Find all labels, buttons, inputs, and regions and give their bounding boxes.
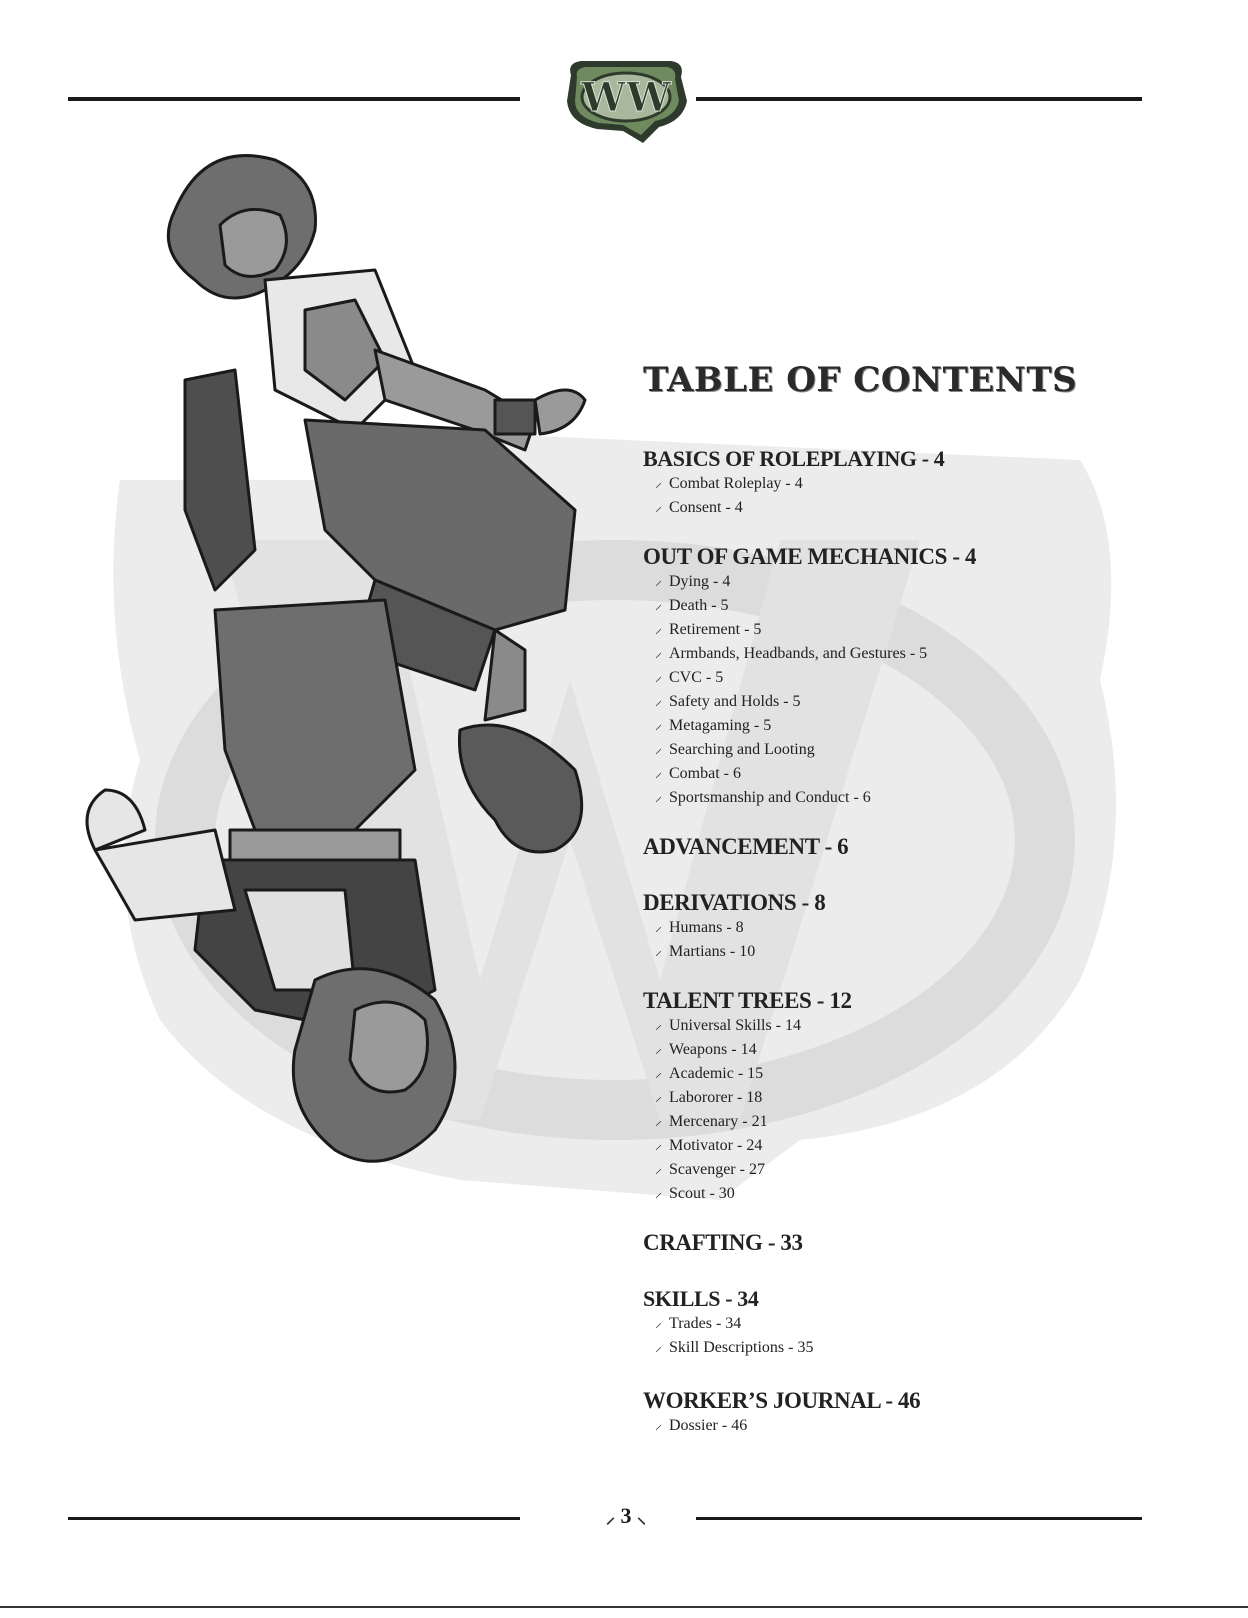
toc-item: ⸝ Combat Roleplay - 4 <box>643 472 1203 496</box>
toc-section-title: OUT OF GAME MECHANICS - 4 <box>643 544 977 569</box>
toc-item: ⸝ Humans - 8 <box>643 916 1203 940</box>
toc-section-title: SKILLS - 34 <box>643 1286 759 1311</box>
toc-section <box>643 988 1203 1206</box>
toc-item: ⸝ Searching and Looting <box>643 738 1203 762</box>
logo-letters: WW <box>581 74 671 121</box>
toc-item: ⸝ Universal Skills - 14 <box>643 1014 1203 1038</box>
bullet-ornament-icon: ⸝ <box>655 1114 662 1129</box>
bullet-ornament-icon: ⸝ <box>655 1340 662 1355</box>
toc-section <box>643 1230 1203 1256</box>
toc-item: ⸝ Dossier - 46 <box>643 1414 1203 1438</box>
toc-title: TABLE OF CONTENTS <box>643 360 1078 400</box>
toc-section <box>643 1286 1203 1360</box>
bullet-ornament-icon: ⸝ <box>655 598 662 613</box>
toc-section <box>643 544 1203 810</box>
bullet-ornament-icon: ⸝ <box>655 1042 662 1057</box>
bullet-ornament-icon: ⸝ <box>655 500 662 515</box>
footer-rule-right <box>696 1517 1142 1520</box>
toc-section <box>643 890 1203 964</box>
bullet-ornament-icon: ⸝ <box>655 1186 662 1201</box>
bullet-ornament-icon: ⸝ <box>655 944 662 959</box>
right-ornament-icon: ⸜ <box>637 1507 646 1527</box>
header-rule-left <box>68 97 520 101</box>
toc-item: ⸝ Scavenger - 27 <box>643 1158 1203 1182</box>
toc-section-title: WORKER’S JOURNAL - 46 <box>643 1388 921 1413</box>
toc-section-title: CRAFTING - 33 <box>643 1230 803 1255</box>
toc-section-title: ADVANCEMENT - 6 <box>643 834 849 859</box>
toc-item: ⸝ Labororer - 18 <box>643 1086 1203 1110</box>
character-illustration <box>55 130 615 1235</box>
toc-item: ⸝ Metagaming - 5 <box>643 714 1203 738</box>
bullet-ornament-icon: ⸝ <box>655 718 662 733</box>
header-rule-right <box>696 97 1142 101</box>
toc-item: ⸝ Dying - 4 <box>643 570 1203 594</box>
bullet-ornament-icon: ⸝ <box>655 622 662 637</box>
toc-item: ⸝ Martians - 10 <box>643 940 1203 964</box>
toc-item: ⸝ Sportsmanship and Conduct - 6 <box>643 786 1203 810</box>
bullet-ornament-icon: ⸝ <box>655 476 662 491</box>
toc-item: ⸝ Scout - 30 <box>643 1182 1203 1206</box>
bullet-ornament-icon: ⸝ <box>655 1316 662 1331</box>
toc-section-title: DERIVATIONS - 8 <box>643 890 826 915</box>
bullet-ornament-icon: ⸝ <box>655 766 662 781</box>
bullet-ornament-icon: ⸝ <box>655 742 662 757</box>
toc-item: ⸝ Retirement - 5 <box>643 618 1203 642</box>
bullet-ornament-icon: ⸝ <box>655 1162 662 1177</box>
toc-item: ⸝ Motivator - 24 <box>643 1134 1203 1158</box>
bullet-ornament-icon: ⸝ <box>655 1066 662 1081</box>
bullet-ornament-icon: ⸝ <box>655 1018 662 1033</box>
page-number-value: 3 <box>620 1503 632 1528</box>
toc-item: ⸝ Armbands, Headbands, and Gestures - 5 <box>643 642 1203 666</box>
toc-section <box>643 834 1203 860</box>
toc-section-title: BASICS OF ROLEPLAYING - 4 <box>643 446 945 471</box>
bullet-ornament-icon: ⸝ <box>655 790 662 805</box>
toc-item: ⸝ CVC - 5 <box>643 666 1203 690</box>
bullet-ornament-icon: ⸝ <box>655 920 662 935</box>
footer-rule-left <box>68 1517 520 1520</box>
bullet-ornament-icon: ⸝ <box>655 646 662 661</box>
left-ornament-icon: ⸝ <box>606 1507 615 1527</box>
bullet-ornament-icon: ⸝ <box>655 670 662 685</box>
page-bottom-edge <box>0 1606 1248 1618</box>
table-of-contents <box>643 360 1203 1462</box>
toc-section <box>643 1388 1203 1438</box>
bullet-ornament-icon: ⸝ <box>655 1418 662 1433</box>
toc-item: ⸝ Consent - 4 <box>643 496 1203 520</box>
toc-section <box>643 446 1203 520</box>
bullet-ornament-icon: ⸝ <box>655 694 662 709</box>
toc-item: ⸝ Mercenary - 21 <box>643 1110 1203 1134</box>
bullet-ornament-icon: ⸝ <box>655 1090 662 1105</box>
bullet-ornament-icon: ⸝ <box>655 1138 662 1153</box>
toc-section-title: TALENT TREES - 12 <box>643 988 852 1013</box>
toc-item: ⸝ Death - 5 <box>643 594 1203 618</box>
toc-item: ⸝ Combat - 6 <box>643 762 1203 786</box>
toc-item: ⸝ Skill Descriptions - 35 <box>643 1336 1203 1360</box>
toc-item: ⸝ Safety and Holds - 5 <box>643 690 1203 714</box>
page-number <box>594 1503 658 1529</box>
toc-item: ⸝ Trades - 34 <box>643 1312 1203 1336</box>
toc-item: ⸝ Academic - 15 <box>643 1062 1203 1086</box>
toc-item: ⸝ Weapons - 14 <box>643 1038 1203 1062</box>
bullet-ornament-icon: ⸝ <box>655 574 662 589</box>
